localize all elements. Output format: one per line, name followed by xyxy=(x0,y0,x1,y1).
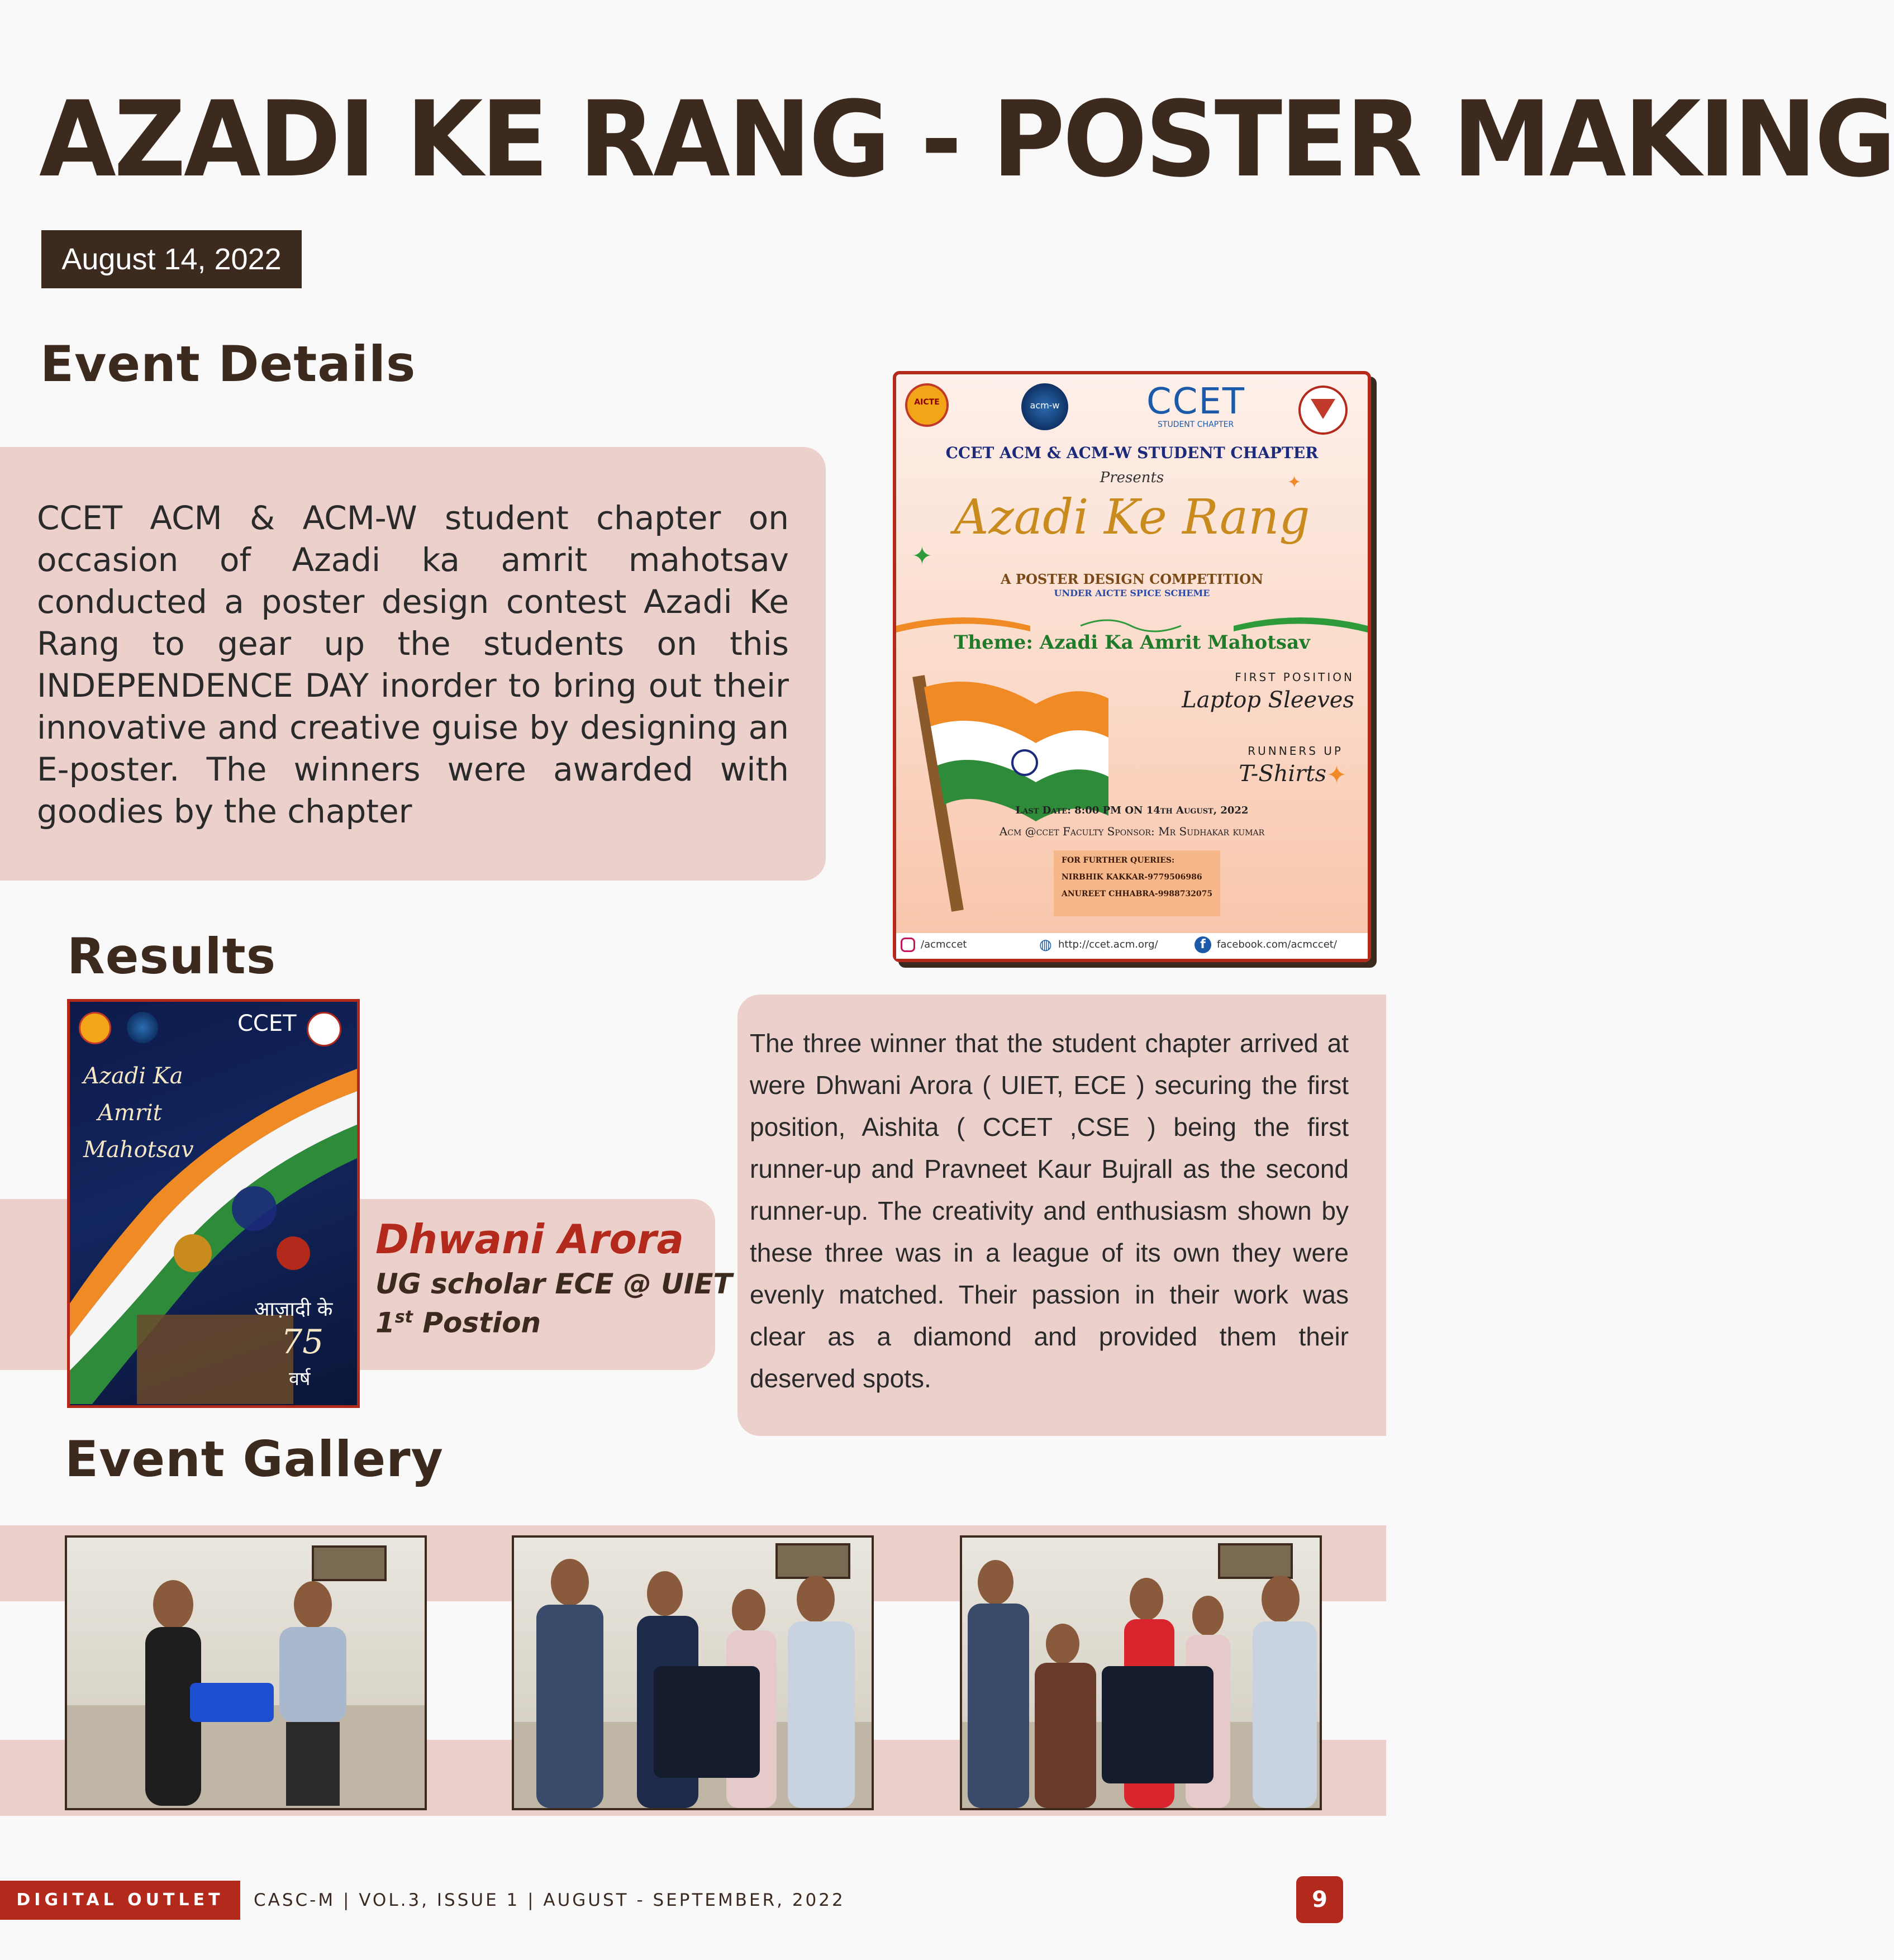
aicte-logo-icon xyxy=(79,1012,111,1044)
poster-75: 75 xyxy=(281,1322,324,1362)
footer-tag: DIGITAL OUTLET xyxy=(0,1881,240,1920)
page-number: 9 xyxy=(1296,1876,1343,1923)
winner-position: 1st Postion xyxy=(375,1306,541,1339)
poster-competition: A POSTER DESIGN COMPETITION xyxy=(1000,571,1264,587)
poster-hindi-text: आज़ादी के xyxy=(254,1298,333,1321)
winning-poster xyxy=(67,999,360,1408)
runners-up-label: RUNNERS UP xyxy=(1248,744,1343,758)
first-position-prize: Laptop Sleeves xyxy=(1182,687,1354,713)
gallery-photo-3 xyxy=(960,1535,1322,1810)
sparkle-icon: ✦ xyxy=(1326,761,1347,789)
winner-name: Dhwani Arora xyxy=(375,1216,684,1263)
date-badge: August 14, 2022 xyxy=(41,230,302,288)
poster-chapter: CCET ACM & ACM-W STUDENT CHAPTER xyxy=(945,444,1319,462)
poster-name: Azadi Ke Rang xyxy=(954,489,1310,545)
poster-azadi-line3: Mahotsav xyxy=(83,1137,194,1163)
event-gallery-heading: Event Gallery xyxy=(65,1430,444,1488)
acmw-logo-icon: acm-w xyxy=(1021,383,1068,430)
gallery-photo-2 xyxy=(512,1535,874,1810)
acmw-logo-icon xyxy=(127,1012,158,1043)
results-text: The three winner that the student chapter arrived at were Dhwani Arora ( UIET, ECE ) securing the first position, Aishita ( CCET ,CSE ) being the first runner-up and Pravneet Kaur Bujrall as the second runner-up. The creativity and enthusiasm shown by these three was in a league of its own they were evenly matched. Their passion in their work was clear as a diamond and provided them their deserved spots. xyxy=(750,1029,1349,1393)
poster-sponsor: Acm @ccet Faculty Sponsor: Mr Sudhakar kumar xyxy=(999,825,1265,838)
results-heading: Results xyxy=(67,927,277,985)
runners-up-prize: T-Shirts xyxy=(1239,761,1326,787)
sparkle-icon: ✦ xyxy=(1287,473,1302,492)
aicte-logo-icon: AICTE xyxy=(905,383,949,427)
sparkle-icon: ✦ xyxy=(912,542,932,570)
ccet-logo: CCET xyxy=(237,1011,297,1036)
poster-azadi-line1: Azadi Ka xyxy=(83,1063,183,1089)
ccet-logo: CCET STUDENT CHAPTER xyxy=(1146,381,1245,429)
globe-icon: ◍ xyxy=(1039,936,1052,953)
poster-azadi-line2: Amrit xyxy=(98,1100,162,1126)
footer-issue-text: CASC-M | VOL.3, ISSUE 1 | AUGUST - SEPTEMBER, 2022 xyxy=(254,1890,845,1910)
poster-footer-bar: /acmccet ◍ http://ccet.acm.org/ f facebook.com/acmccet/ xyxy=(896,933,1368,959)
ccet-crest-icon xyxy=(307,1012,341,1046)
winner-details xyxy=(375,1267,732,1340)
event-details-heading: Event Details xyxy=(40,335,416,393)
poster-presents: Presents xyxy=(1100,469,1164,486)
event-details-text: CCET ACM & ACM-W student chapter on occasion of Azadi ka amrit mahotsav conducted a poster design contest Azadi Ke Rang to gear up the students on this INDEPENDENCE DAY inorder to bring out their innovative and creative guise by designing an E-poster. The winners were awarded with goodies by the chapter xyxy=(37,499,789,830)
gallery-photo-1 xyxy=(65,1535,427,1810)
instagram-icon xyxy=(901,938,915,952)
winner-role: UG scholar ECE @ UIET xyxy=(375,1268,732,1300)
ccet-crest-icon xyxy=(1298,386,1348,435)
poster-theme: Theme: Azadi Ka Amrit Mahotsav xyxy=(954,631,1310,654)
first-position-label: FIRST POSITION xyxy=(1235,670,1354,684)
page-title: AZADI KE RANG - POSTER MAKING xyxy=(39,78,1894,201)
queries-box: FOR FURTHER QUERIES: NIRBHIK KAKKAR-9779506986 ANUREET CHHABRA-9988732075 xyxy=(1054,850,1220,916)
poster-varsh: वर्ष xyxy=(289,1368,311,1390)
facebook-icon: f xyxy=(1195,936,1211,953)
poster-scheme: UNDER AICTE SPICE SCHEME xyxy=(1054,588,1210,598)
poster-last-date: Last Date: 8:00 PM ON 14th August, 2022 xyxy=(1015,805,1249,816)
competition-poster xyxy=(893,371,1371,962)
